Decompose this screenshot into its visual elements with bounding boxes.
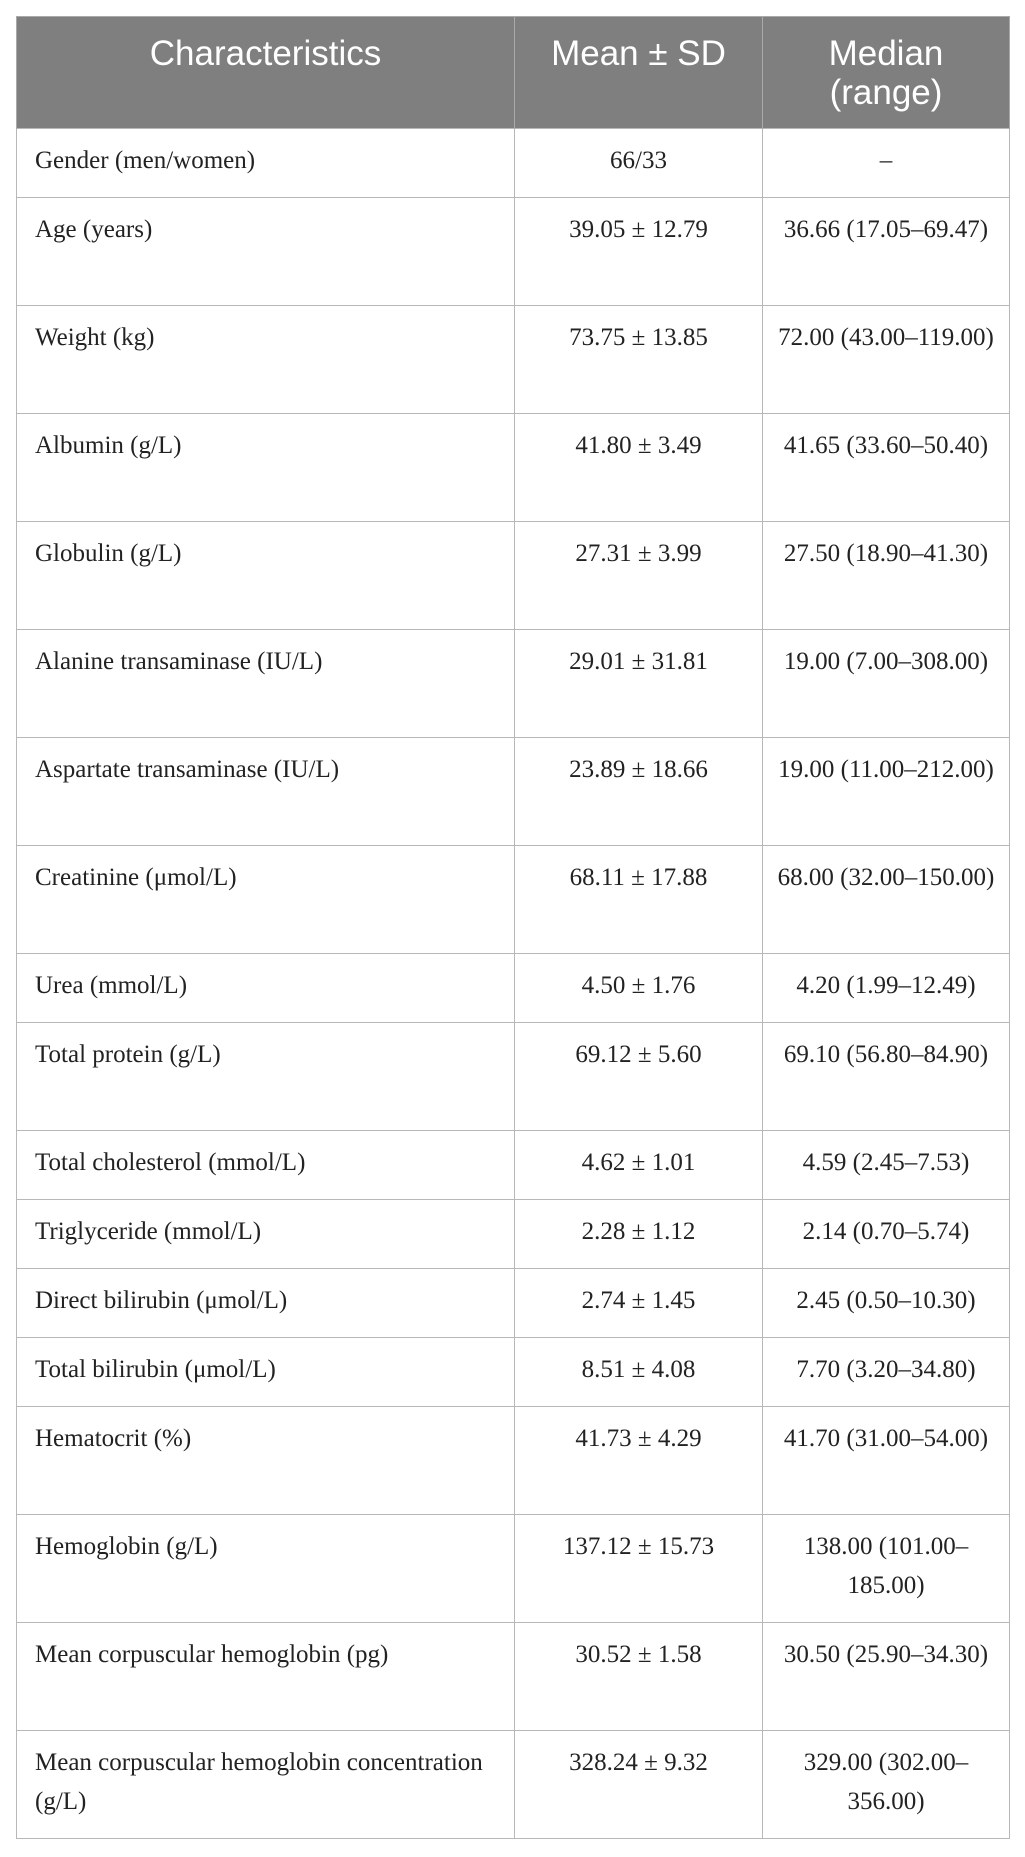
cell-characteristic: Triglyceride (mmol/L) [17, 1200, 515, 1269]
cell-median-range: 68.00 (32.00–150.00) [763, 846, 1010, 954]
cell-characteristic: Globulin (g/L) [17, 522, 515, 630]
cell-characteristic: Creatinine (μmol/L) [17, 846, 515, 954]
cell-mean-sd: 2.74 ± 1.45 [515, 1269, 763, 1338]
cell-median-range: 72.00 (43.00–119.00) [763, 306, 1010, 414]
table-row [17, 738, 1010, 846]
cell-mean-sd: 328.24 ± 9.32 [515, 1731, 763, 1839]
table-header-row [17, 17, 1010, 129]
cell-median-range: 329.00 (302.00–356.00) [763, 1731, 1010, 1839]
table-row [17, 1515, 1010, 1623]
cell-median-range: 4.20 (1.99–12.49) [763, 954, 1010, 1023]
cell-median-range: 19.00 (7.00–308.00) [763, 630, 1010, 738]
cell-characteristic: Mean corpuscular hemoglobin concentration (g/L) [17, 1731, 515, 1839]
cell-mean-sd: 39.05 ± 12.79 [515, 198, 763, 306]
cell-mean-sd: 23.89 ± 18.66 [515, 738, 763, 846]
cell-characteristic: Total cholesterol (mmol/L) [17, 1131, 515, 1200]
cell-median-range: 36.66 (17.05–69.47) [763, 198, 1010, 306]
table-row [17, 129, 1010, 198]
cell-mean-sd: 4.50 ± 1.76 [515, 954, 763, 1023]
cell-median-range: 4.59 (2.45–7.53) [763, 1131, 1010, 1200]
table-row [17, 198, 1010, 306]
characteristics-table-container [16, 16, 1009, 1839]
table-row [17, 1338, 1010, 1407]
table-row [17, 1200, 1010, 1269]
cell-characteristic: Albumin (g/L) [17, 414, 515, 522]
cell-characteristic: Hematocrit (%) [17, 1407, 515, 1515]
header-mean-sd: Mean ± SD [515, 17, 763, 129]
header-median-range [763, 17, 1010, 129]
table-row [17, 414, 1010, 522]
cell-characteristic: Alanine transaminase (IU/L) [17, 630, 515, 738]
header-characteristics: Characteristics [17, 17, 515, 129]
cell-median-range: 41.65 (33.60–50.40) [763, 414, 1010, 522]
cell-mean-sd: 27.31 ± 3.99 [515, 522, 763, 630]
cell-median-range: 2.14 (0.70–5.74) [763, 1200, 1010, 1269]
cell-mean-sd: 66/33 [515, 129, 763, 198]
cell-median-range: – [763, 129, 1010, 198]
table-row [17, 1623, 1010, 1731]
table-row [17, 1023, 1010, 1131]
cell-mean-sd: 68.11 ± 17.88 [515, 846, 763, 954]
cell-median-range: 27.50 (18.90–41.30) [763, 522, 1010, 630]
table-row [17, 1731, 1010, 1839]
cell-characteristic: Direct bilirubin (μmol/L) [17, 1269, 515, 1338]
header-median-line1: Median [828, 34, 944, 73]
cell-median-range: 30.50 (25.90–34.30) [763, 1623, 1010, 1731]
cell-mean-sd: 30.52 ± 1.58 [515, 1623, 763, 1731]
cell-characteristic: Urea (mmol/L) [17, 954, 515, 1023]
cell-mean-sd: 4.62 ± 1.01 [515, 1131, 763, 1200]
cell-median-range: 41.70 (31.00–54.00) [763, 1407, 1010, 1515]
cell-mean-sd: 29.01 ± 31.81 [515, 630, 763, 738]
cell-characteristic: Mean corpuscular hemoglobin (pg) [17, 1623, 515, 1731]
cell-characteristic: Aspartate transaminase (IU/L) [17, 738, 515, 846]
cell-characteristic: Hemoglobin (g/L) [17, 1515, 515, 1623]
table-row [17, 522, 1010, 630]
cell-characteristic: Age (years) [17, 198, 515, 306]
table-row [17, 630, 1010, 738]
table-row [17, 846, 1010, 954]
cell-mean-sd: 41.73 ± 4.29 [515, 1407, 763, 1515]
cell-mean-sd: 73.75 ± 13.85 [515, 306, 763, 414]
table-row [17, 954, 1010, 1023]
cell-mean-sd: 2.28 ± 1.12 [515, 1200, 763, 1269]
table-row [17, 306, 1010, 414]
cell-characteristic: Gender (men/women) [17, 129, 515, 198]
cell-median-range: 19.00 (11.00–212.00) [763, 738, 1010, 846]
characteristics-table [16, 16, 1010, 1839]
header-median-line2: (range) [829, 73, 943, 112]
cell-median-range: 138.00 (101.00–185.00) [763, 1515, 1010, 1623]
cell-mean-sd: 69.12 ± 5.60 [515, 1023, 763, 1131]
cell-median-range: 7.70 (3.20–34.80) [763, 1338, 1010, 1407]
cell-median-range: 2.45 (0.50–10.30) [763, 1269, 1010, 1338]
table-row [17, 1269, 1010, 1338]
table-row [17, 1131, 1010, 1200]
cell-median-range: 69.10 (56.80–84.90) [763, 1023, 1010, 1131]
cell-characteristic: Weight (kg) [17, 306, 515, 414]
cell-characteristic: Total protein (g/L) [17, 1023, 515, 1131]
cell-mean-sd: 41.80 ± 3.49 [515, 414, 763, 522]
cell-mean-sd: 8.51 ± 4.08 [515, 1338, 763, 1407]
cell-mean-sd: 137.12 ± 15.73 [515, 1515, 763, 1623]
table-row [17, 1407, 1010, 1515]
cell-characteristic: Total bilirubin (μmol/L) [17, 1338, 515, 1407]
